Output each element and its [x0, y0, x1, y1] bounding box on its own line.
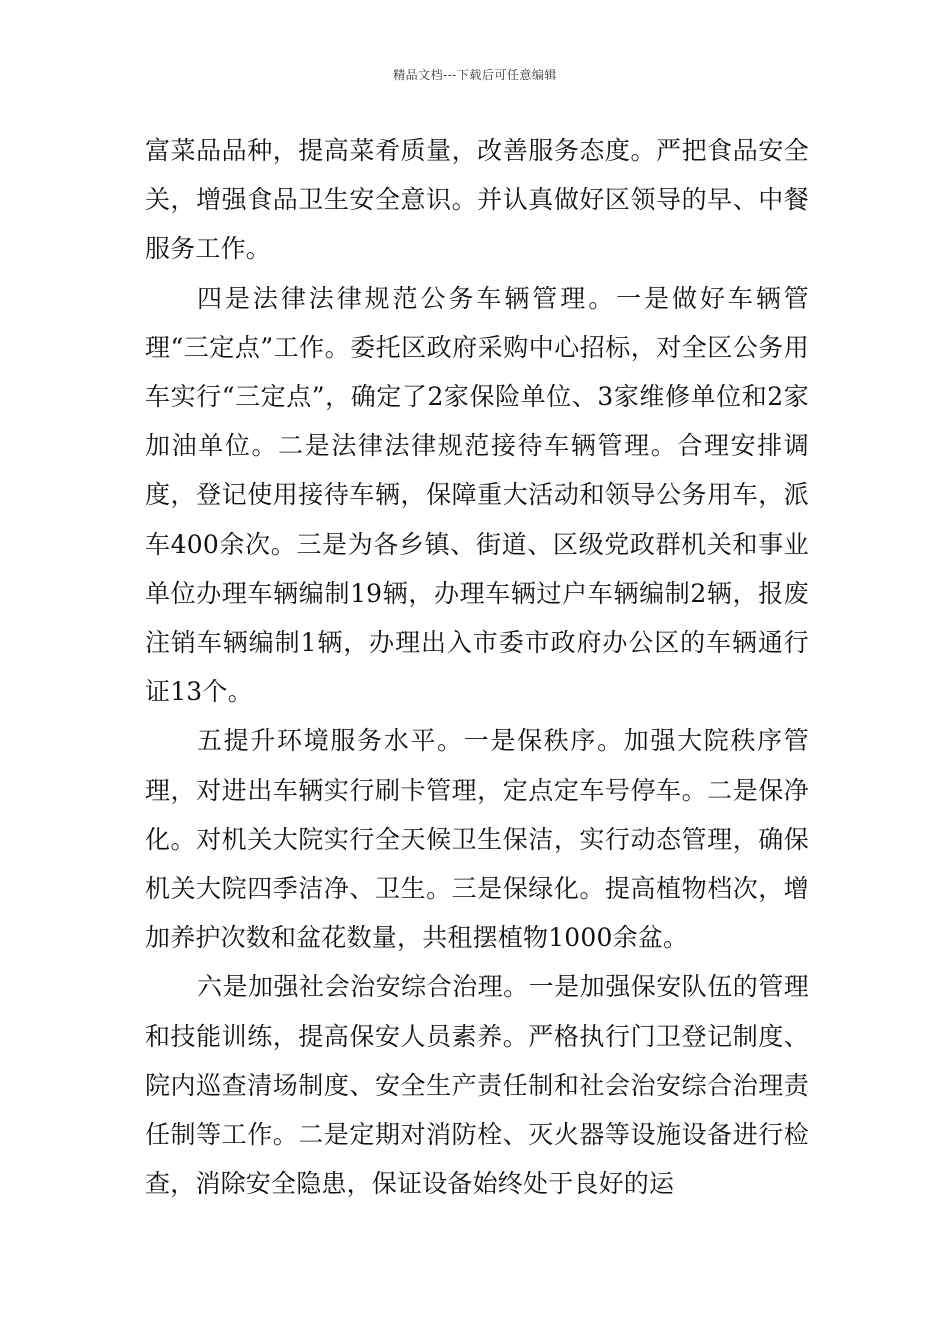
paragraph-4: 六是加强社会治安综合治理。一是加强保安队伍的管理和技能训练，提高保安人员素养。严格执行门卫登记制度、院内巡查清场制度、安全生产责任制和社会治安综合治理责任制等工作。二是定期对消防栓、灭火器等设施设备进行检查，消除安全隐患，保证设备始终处于良好的运: [145, 972, 809, 1199]
page-header: 精品文档---下载后可任意编辑: [393, 68, 557, 82]
paragraph-3: 五提升环境服务水平。一是保秩序。加强大院秩序管理，对进出车辆实行刷卡管理，定点定车号停车。二是保净化。对机关大院实行全天候卫生保洁，实行动态管理，确保机关大院四季洁净、卫生。三是保绿化。提高植物档次，增加养护次数和盆花数量，共租摆植物1000余盆。: [145, 726, 809, 953]
document-body: [145, 126, 809, 1208]
paragraph-1: 富菜品品种，提高菜肴质量，改善服务态度。严把食品安全关，增强食品卫生安全意识。并认真做好区领导的早、中餐服务工作。: [145, 136, 809, 264]
paragraph-2: 四是法律法律规范公务车辆管理。一是做好车辆管理“三定点”工作。委托区政府采购中心招标，对全区公务用车实行“三定点”，确定了2家保险单位、3家维修单位和2家加油单位。二是法律法律规范接待车辆管理。合理安排调度，登记使用接待车辆，保障重大活动和领导公务用车，派车400余次。三是为各乡镇、街道、区级党政群机关和事业单位办理车辆编制19辆，办理车辆过户车辆编制2辆，报废注销车辆编制1辆，办理出入市委市政府办公区的车辆通行证13个。: [145, 283, 809, 707]
